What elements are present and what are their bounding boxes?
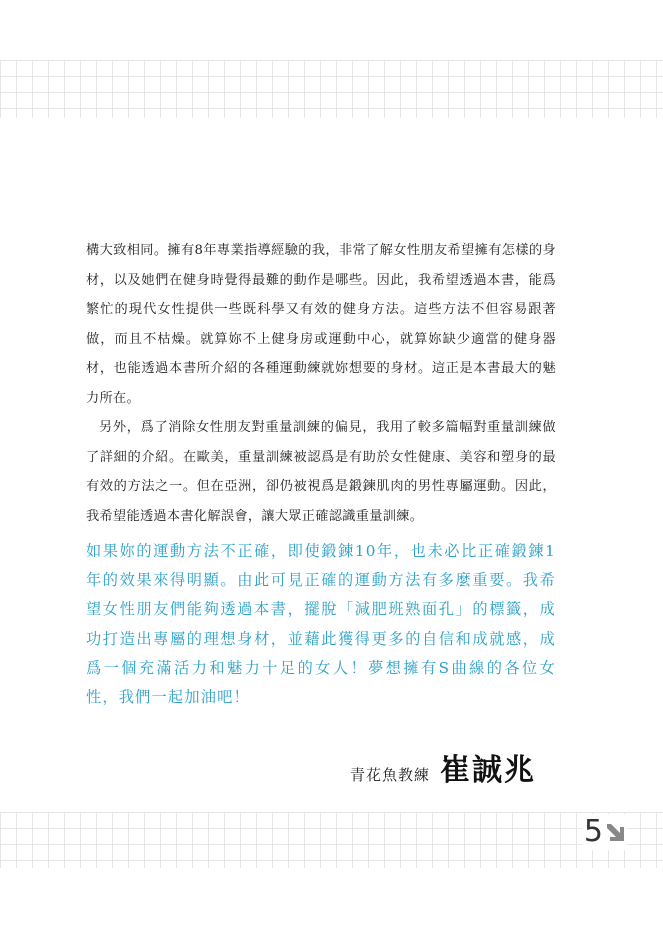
author-title: 青花魚教練 (349, 766, 430, 784)
page-body (86, 236, 556, 712)
body-paragraph-1: 構大致相同。擁有8年專業指導經驗的我，非常了解女性朋友希望擁有怎樣的身材，以及她們在健身時覺得最難的動作是哪些。因此，我希望透過本書，能爲繁忙的現代女性提供一些既科學又有效的健身方法。這些方法不但容易跟著做，而且不枯燥。就算妳不上健身房或運動中心，就算妳缺少適當的健身器材，也能透過本書所介紹的各種運動練就妳想要的身材。這正是本書最大的魅力所在。 (86, 243, 556, 406)
body-paragraph-2: 另外，爲了消除女性朋友對重量訓練的偏見，我用了較多篇幅對重量訓練做了詳細的介紹。在歐美，重量訓練被認爲是有助於女性健康、美容和塑身的最有效的方法之一。但在亞洲，卻仍被視爲是鍛鍊肌肉的男性專屬運動。因此，我希望能透過本書化解誤會，讓大眾正確認識重量訓練。 (86, 420, 556, 524)
arrow-down-right-icon (605, 822, 625, 842)
author-name: 崔誠兆 (440, 753, 536, 788)
page-number (582, 814, 627, 850)
bottom-grid-decoration (0, 812, 663, 868)
top-grid-decoration (0, 60, 663, 118)
highlight-paragraph: 如果妳的運動方法不正確，即使鍛鍊10年，也未必比正確鍛鍊1年的效果來得明顯。由此可見正確的運動方法有多麼重要。我希望女性朋友們能夠透過本書，擺脫「減肥班熟面孔」的標籤，成功打造出專屬的理想身材，並藉此獲得更多的自信和成就感，成爲一個充滿活力和魅力十足的女人！夢想擁有S曲線的各位女性，我們一起加油吧！ (86, 542, 556, 707)
author-signature (350, 745, 536, 789)
page-number-text: 5 (583, 814, 603, 849)
